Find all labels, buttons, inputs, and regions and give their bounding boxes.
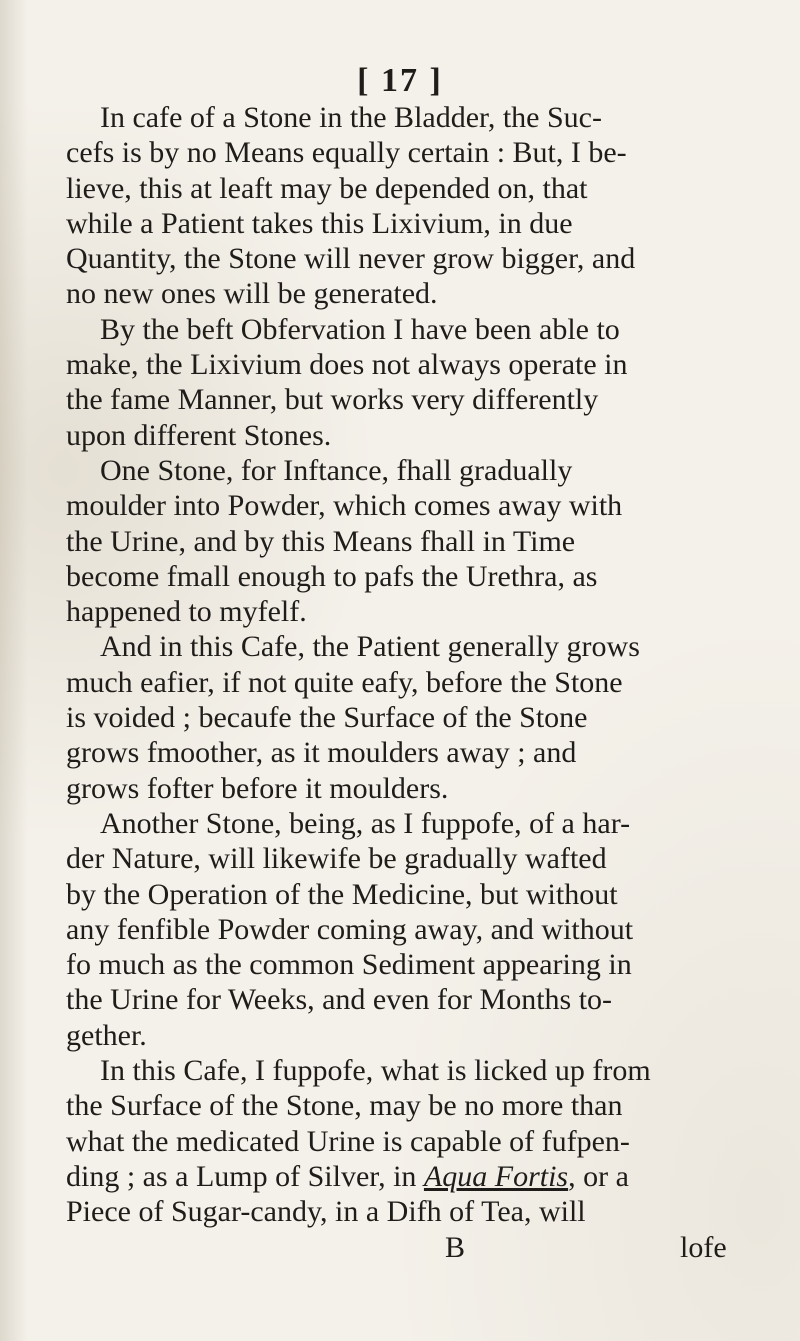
text-line: much eafier, if not quite eafy, before the Stone [66, 665, 623, 699]
text-line: One Stone, for Inftance, fhall gradually [100, 453, 573, 487]
text-line: the Surface of the Stone, may be no more than [66, 1089, 623, 1123]
line-31-before: ding ; as a Lump of Silver, in [66, 1159, 424, 1193]
body-text [66, 100, 786, 1265]
text-line: make, the Lixivium does not always operate in [66, 348, 628, 382]
text-line: der Nature, will likewife be gradually wafted [66, 842, 607, 876]
text-line: And in this Cafe, the Patient generally grows [100, 630, 640, 664]
signature-mark: B [445, 1230, 466, 1264]
text-line: Another Stone, being, as I fuppofe, of a har- [100, 806, 631, 840]
text-line: what the medicated Urine is capable of fufpen- [66, 1124, 630, 1158]
catchword: lofe [680, 1230, 727, 1264]
text-line: cefs is by no Means equally certain : But, I be- [66, 136, 627, 170]
page-number: [ 17 ] [357, 62, 443, 99]
text-line: happened to myfelf. [66, 595, 307, 629]
text-line: the Urine for Weeks, and even for Months to- [66, 983, 613, 1017]
text-line: the fame Manner, but works very differently [66, 383, 599, 417]
text-line: grows fmoother, as it moulders away ; and [66, 736, 577, 770]
text-line: In this Cafe, I fuppofe, what is licked up from [100, 1054, 651, 1088]
text-line: by the Operation of the Medicine, but without [66, 877, 618, 911]
text-line: In cafe of a Stone in the Bladder, the Suc- [100, 101, 602, 134]
text-line: grows fofter before it moulders. [66, 771, 449, 805]
text-line: lieve, this at leaft may be depended on, that [66, 171, 588, 205]
text-line: no new ones will be generated. [66, 277, 438, 311]
text-line-31 [66, 1159, 786, 1194]
text-line: moulder into Powder, which comes away with [66, 489, 623, 523]
text-line: Quantity, the Stone will never grow bigger, and [66, 242, 636, 276]
line-31-after: , or a [568, 1159, 629, 1193]
page-gutter-shadow [0, 0, 28, 1341]
text-lines [66, 100, 786, 1159]
text-line: upon different Stones. [66, 418, 332, 452]
text-line: By the beft Obfervation I have been able to [100, 312, 620, 346]
text-line-32: Piece of Sugar-candy, in a Difh of Tea, will [66, 1195, 586, 1229]
text-line: the Urine, and by this Means fhall in Time [66, 524, 576, 558]
text-line: become fmall enough to pafs the Urethra, as [66, 559, 598, 593]
text-line: gether. [66, 1018, 147, 1052]
text-line: fo much as the common Sediment appearing in [66, 948, 632, 982]
footer-line [66, 1230, 786, 1265]
text-line: while a Patient takes this Lixivium, in due [66, 206, 573, 240]
text-line: any fenfible Powder coming away, and without [66, 912, 634, 946]
italic-phrase: Aqua Fortis [423, 1159, 569, 1193]
text-line: is voided ; becaufe the Surface of the Stone [66, 701, 588, 735]
